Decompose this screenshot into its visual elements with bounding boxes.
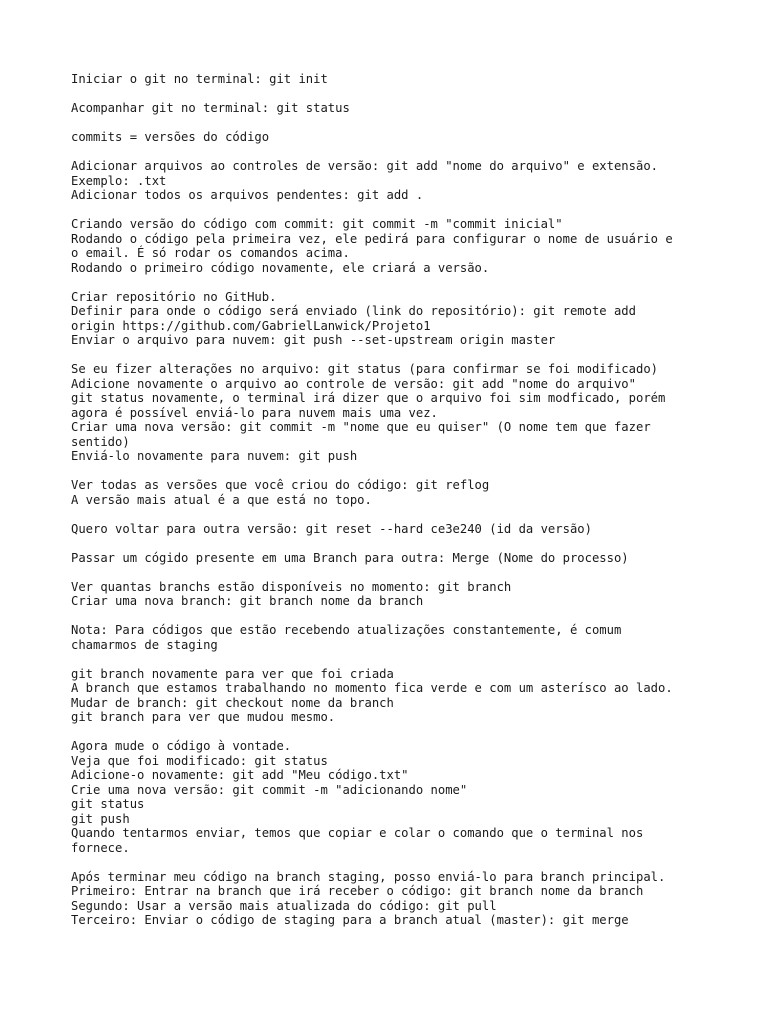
text-line: Passar um cógido presente em uma Branch para outra: Merge (Nome do processo) xyxy=(71,550,629,565)
paragraph xyxy=(71,130,711,145)
text-line: git branch novamente para ver que foi criada xyxy=(71,666,394,681)
text-line: Exemplo: .txt xyxy=(71,173,167,188)
paragraph xyxy=(71,580,711,609)
text-line: o email. É só rodar os comandos acima. xyxy=(71,246,350,260)
text-line: Terceiro: Enviar o código de staging para a branch atual (master): git merge xyxy=(71,913,629,927)
text-line: Veja que foi modificado: git status xyxy=(71,753,328,768)
paragraph xyxy=(71,667,711,725)
text-line: git branch para ver que mudou mesmo. xyxy=(71,710,336,724)
text-line: Agora mude o código à vontade. xyxy=(71,739,292,753)
text-line: Mudar de branch: git checkout nome da branch xyxy=(71,695,394,710)
text-line: Rodando o código pela primeira vez, ele pedirá para configurar o nome de usuário e xyxy=(71,231,673,246)
text-line: chamarmos de staging xyxy=(71,637,218,652)
text-line: sentido) xyxy=(71,434,130,449)
text-line: Enviá-lo novamente para nuvem: git push xyxy=(71,449,358,463)
text-line: git status novamente, o terminal irá dizer que o arquivo foi sim modficado, porém xyxy=(71,391,666,405)
text-line: Se eu fizer alterações no arquivo: git status (para confirmar se foi modificado) xyxy=(71,362,658,376)
text-line: Adicionar todos os arquivos pendentes: git add . xyxy=(71,188,424,202)
text-line: Adicione novamente o arquivo ao controle de versão: git add "nome do arquivo" xyxy=(71,376,636,391)
text-line: fornece. xyxy=(71,840,130,855)
text-line: Após terminar meu código na branch staging, posso enviá-lo para branch principal. xyxy=(71,869,666,884)
paragraph xyxy=(71,159,711,203)
text-line: git push xyxy=(71,811,130,826)
text-line: Definir para onde o código será enviado (link do repositório): git remote add xyxy=(71,304,636,318)
text-line: Enviar o arquivo para nuvem: git push --set-upstream origin master xyxy=(71,333,556,347)
text-line: Crie uma nova versão: git commit -m "adicionando nome" xyxy=(71,782,468,797)
text-line: Quando tentarmos enviar, temos que copiar e colar o comando que o terminal nos xyxy=(71,826,644,840)
text-line: commits = versões do código xyxy=(71,130,270,144)
paragraph xyxy=(71,739,711,855)
paragraph xyxy=(71,290,711,348)
text-line: Ver quantas branchs estão disponíveis no momento: git branch xyxy=(71,579,512,594)
text-line: Iniciar o git no terminal: git init xyxy=(71,72,328,86)
text-line: Criar uma nova versão: git commit -m "nome que eu quiser" (O nome tem que fazer xyxy=(71,420,651,434)
text-line: Adicione-o novamente: git add "Meu código.txt" xyxy=(71,768,409,782)
text-line: Primeiro: Entrar na branch que irá receber o código: git branch nome da branch xyxy=(71,884,644,898)
text-line: Criar uma nova branch: git branch nome da branch xyxy=(71,594,424,608)
text-line: Quero voltar para outra versão: git reset --hard ce3e240 (id da versão) xyxy=(71,521,592,536)
paragraph xyxy=(71,522,711,537)
text-line: git status xyxy=(71,797,145,811)
text-line: Rodando o primeiro código novamente, ele criará a versão. xyxy=(71,260,490,275)
text-line: Criando versão do código com commit: git commit -m "commit inicial" xyxy=(71,217,563,231)
paragraph xyxy=(71,217,711,275)
paragraph xyxy=(71,362,711,464)
paragraph xyxy=(71,478,711,507)
text-line: Criar repositório no GitHub. xyxy=(71,289,277,304)
text-line: A versão mais atual é a que está no topo. xyxy=(71,492,372,507)
text-line: Nota: Para códigos que estão recebendo atualizações constantemente, é comum xyxy=(71,623,622,637)
text-line: Ver todas as versões que você criou do código: git reflog xyxy=(71,478,490,492)
text-line: Segundo: Usar a versão mais atualizada do código: git pull xyxy=(71,898,497,913)
paragraph xyxy=(71,101,711,116)
text-line: Adicionar arquivos ao controles de versão: git add "nome do arquivo" e extensão. xyxy=(71,159,658,173)
text-line: A branch que estamos trabalhando no momento fica verde e com um asterísco ao lado. xyxy=(71,681,673,695)
paragraph xyxy=(71,72,711,87)
text-line: origin https://github.com/GabrielLanwick/Projeto1 xyxy=(71,318,431,333)
paragraph xyxy=(71,623,711,652)
paragraph xyxy=(71,551,711,566)
document-body xyxy=(71,72,711,942)
paragraph xyxy=(71,870,711,928)
text-line: agora é possível enviá-lo para nuvem mais uma vez. xyxy=(71,405,438,420)
text-line: Acompanhar git no terminal: git status xyxy=(71,101,350,115)
